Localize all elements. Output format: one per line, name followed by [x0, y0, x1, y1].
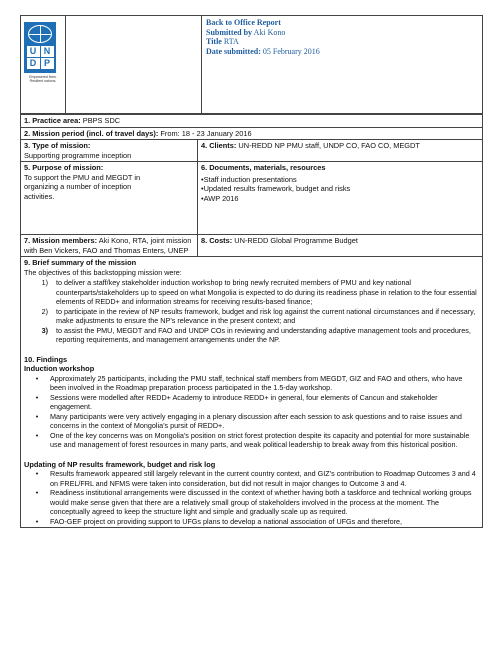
undp-logo: U N D P [24, 22, 56, 73]
mission-documents: 6. Documents, materials, resources • Staff induction presentations • Updated results framework, budget and risks • AWP 2016 [198, 162, 483, 235]
finding-item: • Approximately 25 participants, including the PMU staff, technical staff members from MEGDT, GIZ and FAO and others, who have been involved in the Roadmap preparation process participated in the 1.5-day workshop. [35, 373, 463, 392]
finding-item: • FAO-GEF project on providing support to UFGs plans to develop a national association of UFGs and therefore, [35, 516, 402, 526]
induction-list [24, 374, 479, 450]
date-submitted: 05 February 2016 [262, 46, 320, 56]
report-meta: Back to Office Report Submitted by Aki Kono Title RTA Date submitted: 05 February 2016 [206, 18, 320, 56]
findings-section [21, 257, 483, 528]
finding-item: • Results framework appeared still largely relevant in the current country context, and GIZ’s contribution to Roadmap Outcomes 3 and 4 on FREL/FRL and NFMS were taken into consideration, but did not result in major changes to Outcome 3 and 4. [35, 469, 476, 488]
mission-purpose: 5. Purpose of mission: To support the PMU and MEGDT in organizing a number of inception activities. [21, 162, 198, 235]
objective-item: 3) to assist the PMU, MEGDT and FAO and UNDP COs in reviewing and understanding adaptive management tools and procedures, reporting requirements, and management arrangements under the NP. [41, 325, 471, 344]
objectives-list [24, 278, 479, 345]
mission-costs: 8. Costs: UN-REDD Global Programme Budget [198, 235, 483, 257]
report-role: RTA [223, 37, 239, 47]
objective-item: 2) to participate in the review of NP results framework, budget and risk log against the current national circumstances and if necessary, make adjustments to ensure the NP’s relevance in the present context; and [41, 306, 476, 325]
results-subheading: Updating of NP results framework, budget and risk log [24, 459, 216, 469]
logo-cell [21, 16, 66, 113]
submitted-by: Aki Kono [253, 27, 286, 37]
results-list [24, 469, 479, 526]
objective-item: 1) to deliver a staff/key stakeholder induction workshop to bring newly recruited members of PMU and key national counterparts/stakeholders up to speed on what Mongolia is expected to do during its readiness phase in relation to the four essential elements of REDD+ and information streams for receiving results-based finance; [41, 278, 477, 306]
document-item: • Updated results framework, budget and risks [201, 184, 479, 194]
mission-form [20, 114, 483, 528]
mission-clients: 4. Clients: UN-REDD NP PMU staff, UNDP CO, FAO CO, MEGDT [198, 140, 483, 162]
report-page [20, 15, 483, 528]
logo-tagline: Empowered lives. Resilient nations. [29, 75, 57, 83]
practice-area: 1. Practice area: PBPS SDC [21, 115, 483, 128]
finding-item: • Many participants were very actively engaging in a plenary discussion after each session to ask questions and to raise issues and concerns in the context of Mongolia’s pursit of REDD+. [35, 411, 462, 430]
summary-intro: The objectives of this backstopping mission were: [24, 267, 182, 277]
finding-item: • One of the key concerns was on Mongolia’s position on strict forest protection despite its capacity and potential for more sustainable use and management of forest resources in many parts, and weak political leadership to break away from this historical position. [35, 430, 470, 449]
findings-heading: 10. Findings [24, 354, 68, 364]
document-item: • AWP 2016 [201, 194, 479, 204]
mission-period: 2. Mission period (incl. of travel days): From: 18 - 23 January 2016 [21, 127, 483, 140]
report-title: Back to Office Report [206, 18, 281, 27]
induction-subheading: Induction workshop [24, 364, 95, 373]
summary-heading: 9. Brief summary of the mission [24, 258, 137, 267]
finding-item: • Readiness institutional arrangements were discussed in the context of whether having both a taskforce and technical working groups would make sense given that there are a relatively small group of stakeholders involved in the process at the moment. The conceptually agreed to keep the structure light and simple and gradually scale up as required. [35, 488, 472, 516]
document-item: • Staff induction presentations [201, 175, 479, 185]
globe-icon [28, 25, 52, 43]
report-header [20, 15, 483, 114]
mission-type: 3. Type of mission: Supporting programme inception [21, 140, 198, 162]
mission-members: 7. Mission members: Aki Kono, RTA, joint mission with Ben Vickers, FAO and Thomas Enters, UNEP [21, 235, 198, 257]
finding-item: • Sessions were modelled after REDD+ Academy to introduce REDD+ in general, four elements of Cancun and stakeholder engagement. [35, 392, 438, 411]
